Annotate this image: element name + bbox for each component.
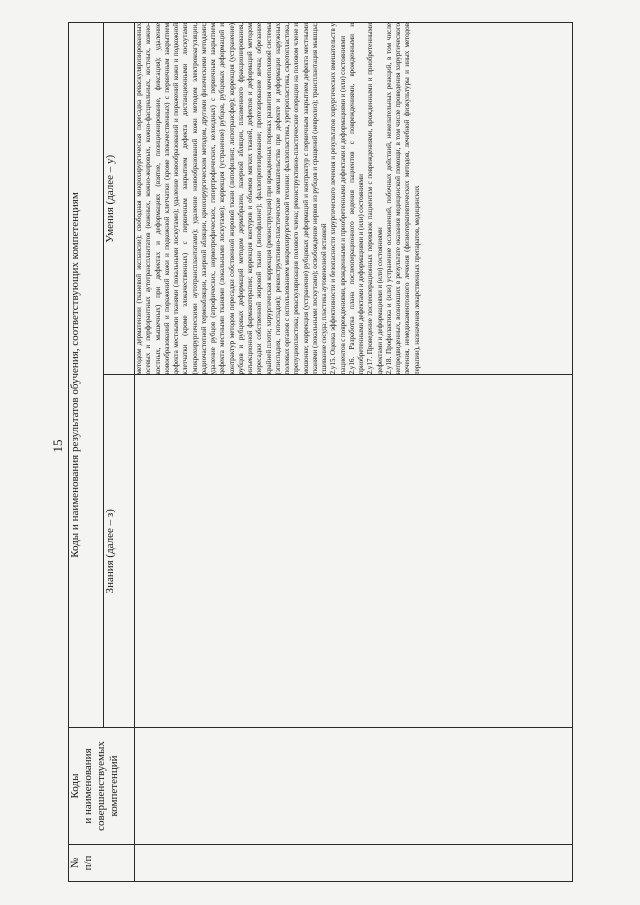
skill-paragraph: методом дерматензии (тканевой экспансии); свободная микрохирургическая пересадка реваскуляризированных осевых и перфорантных аутотрансплантатов (кожных, кожно-жировых, кожно-фасциальных, костных, кожно-костных, мышечных) при дефектах и деформациях (взятие, позиционирование, фиксация); удаление новообразований и поражений кожи и подкожной клетчатки (кроме злокачественных) с первичным закрытием дефекта местными тканями (локальными лоскутами); удаление новообразований и поражений кожи и подкожной клетчатки (кроме злокачественных) с первичным закрытием дефекта дистанционными лоскутами (микрохирургическими аутотрансплантатами); удаление новообразований кожи методом электрокоагуляции, радиочастотной термоабляции, лазерной абляции, криохирургическим методом, другими физическими методами; удаление рубцов (атрофических, нормотрофических, гипертрофических, келоидных) с первичным закрытием дефекта местными тканями (локальными лоскутами); коррекция (устранение) рубцов, рубцовых деформаций и контрактур методом пересадки собственной жировой ткани (липофилинг, липотрансфер); коррекция (устранение) рубцов и рубцовых деформаций методом дермабразии, лазерной абляции, плазменного фракционирования, инъекционной фармакотерапии; коррекция контуров и объемов мягких тканей, дефектов и деформаций методом пересадки собственной жировой ткани (липофилинг); фаллопротезирование; протезирование яичка; обрезание крайней плоти; хирургическая коррекция (реконструкция) при врожденных пороках развития мочеполовой системы (эписпадия, гипоспадия); реконструктивно-пластические вмешательства при дефекте и деформации наружных половых органов с использованием микрохирургической техники: фаллопластика, уретропластика, скротопластика, препуциопластика; реваскуляризация полового члена; реконструктивно-пластические операции на половом члене и мошонке; коррекция (устранение) рубцовых деформаций и контрактур с первичным закрытием дефекта местными тканями (локальными лоскутами); освобождение нервов из рубцов и сращений (невролиз); трансплантация мышцы; сшивание сосуда; пластика аутовенозной вставкой bbox=[135, 23, 328, 375]
skill-paragraph: 2.у15. Оценка эффективности и безопасности хирургического лечения и результатов хирургических вмешательств у пациентов с повреждениями, врожденными и приобретенными дефектами и деформациями и (или) состояниями bbox=[329, 23, 347, 375]
competency-table bbox=[68, 22, 573, 882]
cell-skills bbox=[135, 23, 573, 376]
header-skills: Умения (далее – у) bbox=[104, 23, 135, 376]
header-row-number bbox=[69, 845, 135, 882]
header-learning-results: Коды и наименования результатов обучения, соответствующих компетенциям bbox=[69, 23, 104, 728]
page-number: 15 bbox=[50, 439, 65, 453]
table-header-row bbox=[69, 23, 104, 882]
skill-paragraph: 2.у18. Профилактика и (или) устранение осложнений, побочных действий, нежелательных реакций, в том числе непредвиденных, возникших в результате оказания медицинской помощи, в том числе проведения хирургического лечения, немедикаментозного лечения (физиотерапевтических методов, лечебной физкультуры и иных методов терапии), назначения лекарственных препаратов, медицинских bbox=[384, 23, 421, 375]
header-competency-codes bbox=[69, 728, 135, 845]
header-row-number-text: № п/п bbox=[69, 855, 94, 871]
cell-row-number bbox=[135, 845, 573, 882]
table-row bbox=[135, 23, 573, 882]
skill-paragraph: 2.у16. Разработка плана послеоперационного ведения пациентов с повреждениями, врожденными и приобретенными дефектами и деформациями и (или) состояниями bbox=[347, 23, 365, 375]
header-knowledge: Знания (далее – з) bbox=[104, 375, 135, 728]
competency-table-area bbox=[68, 22, 573, 882]
cell-knowledge bbox=[135, 375, 573, 728]
cell-competency-codes bbox=[135, 728, 573, 845]
header-competency-codes-text: Коды и наименования совершенствуемых компетенций bbox=[69, 741, 120, 831]
skill-paragraph: 2.у17. Проведение послеоперационных перевязок пациентам с повреждениями, врожденными и приобретенными дефектами и деформациями и (или) состояниями bbox=[366, 23, 384, 375]
rotated-table-wrapper bbox=[68, 22, 573, 882]
